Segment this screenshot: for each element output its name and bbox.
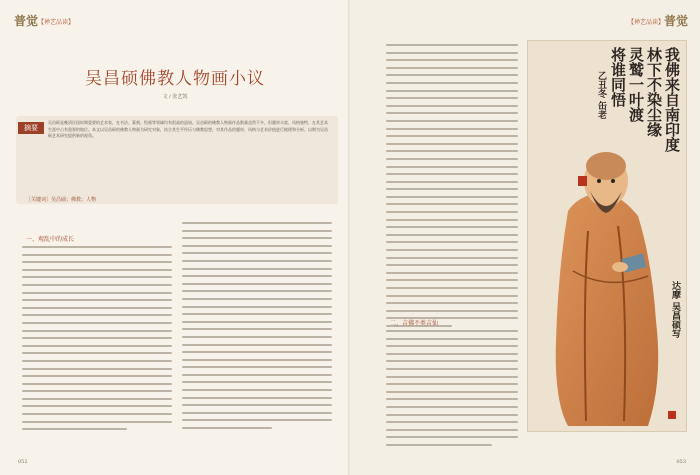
page-number-left: 052 xyxy=(18,459,28,465)
calligraphy-side: 达摩 吴昌硕写 xyxy=(670,281,680,339)
body-text-column-2 xyxy=(182,222,332,435)
magazine-logo xyxy=(14,12,74,29)
body-text-column-1 xyxy=(22,246,172,436)
body-text-column-3 xyxy=(386,44,518,333)
logo-text-right: 普觉 xyxy=(663,14,688,28)
magazine-logo-right xyxy=(628,12,688,29)
calligraphy-col-4: 将谁同悟 xyxy=(609,47,627,107)
abstract-badge: 摘要 xyxy=(18,122,44,134)
body-text-column-4 xyxy=(386,330,518,452)
section-label: 【禅艺品读】 xyxy=(38,19,75,26)
calligraphy-col-3: 灵鹫一叶渡 xyxy=(627,47,645,122)
calligraphy-col-1: 我佛来自南印度 xyxy=(663,47,681,152)
article-title: 吴昌硕佛教人物画小议 xyxy=(85,69,265,89)
abstract-text: 吴昌硕是晚清民国时期重要的艺术家，在书法、篆刻、绘画等领域均有很高的造诣。吴昌硕的佛教人物画作品数量虽然不多，但题材丰富、风格独特，在其艺术生涯中占有重要的地位。本文以吴昌硕的佛教人物画为研究对象，结合其生平经历与佛教思想，对其作品的题材、风格与艺术价值进行梳理和分析，以期为吴昌硕艺术研究提供新的视角。 xyxy=(48,120,328,138)
seal-stamp-2 xyxy=(668,411,676,419)
calligraphy-col-5: 乙丑冬 缶老 xyxy=(596,71,606,120)
calligraphy-col-2: 林下不染尘缘 xyxy=(645,47,663,137)
article-author: 文 / 张艺凯 xyxy=(162,94,188,100)
section-label-right: 【禅艺品读】 xyxy=(627,19,664,26)
page-number-right: 053 xyxy=(676,459,686,465)
section-heading-2: 二、吉佛不类吉仙 xyxy=(390,320,439,327)
bodhidharma-painting xyxy=(527,40,687,432)
section-heading-1: 一、观乱中的成长 xyxy=(26,236,75,243)
seal-stamp-1 xyxy=(578,176,587,186)
keywords: ［关键词］吴昌硕；佛教；人物 xyxy=(26,197,97,203)
logo-text: 普觉 xyxy=(14,14,39,28)
